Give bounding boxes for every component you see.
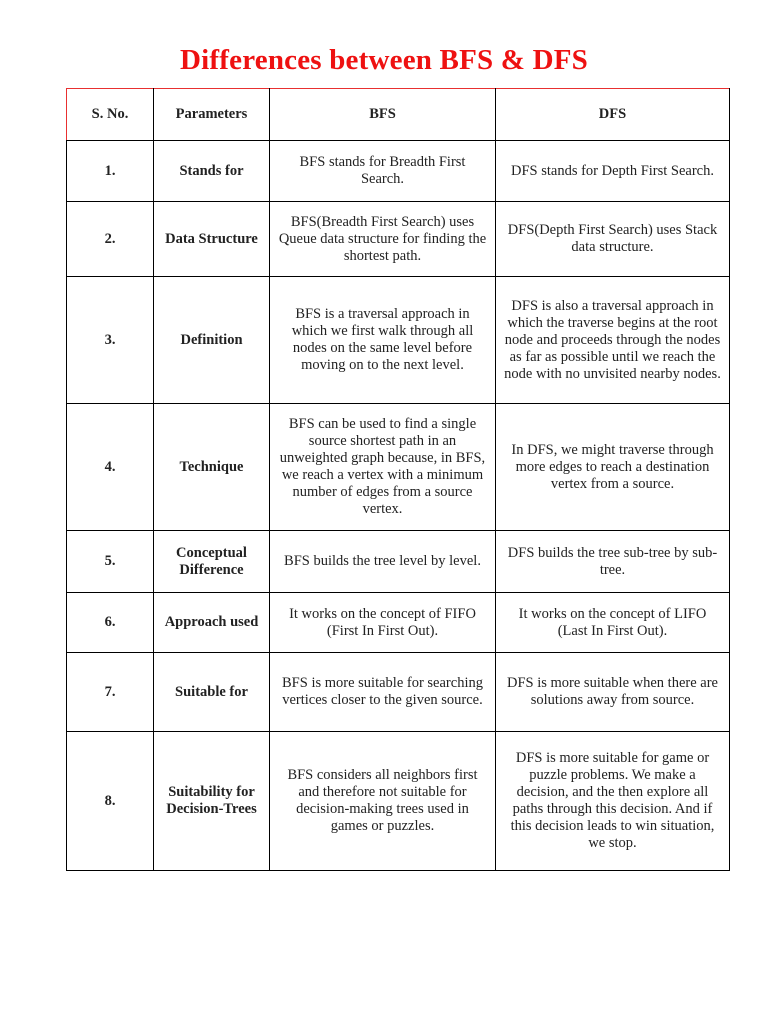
row-parameter: Stands for	[154, 141, 270, 202]
table-row	[67, 593, 730, 653]
row-dfs: It works on the concept of LIFO (Last In First Out).	[496, 593, 730, 653]
row-parameter: Data Structure	[154, 202, 270, 277]
page-title: Differences between BFS & DFS	[180, 44, 588, 76]
table-row	[67, 404, 730, 531]
row-parameter: Conceptual Difference	[154, 531, 270, 593]
row-bfs: BFS stands for Breadth First Search.	[270, 141, 496, 202]
header-dfs: DFS	[496, 89, 730, 141]
row-sno: 5.	[67, 531, 154, 593]
table-row	[67, 141, 730, 202]
comparison-table	[66, 88, 730, 871]
row-dfs: DFS is more suitable when there are solutions away from source.	[496, 653, 730, 732]
row-parameter: Technique	[154, 404, 270, 531]
row-sno: 1.	[67, 141, 154, 202]
row-sno: 2.	[67, 202, 154, 277]
header-sno: S. No.	[67, 89, 154, 141]
row-dfs: DFS builds the tree sub-tree by sub-tree.	[496, 531, 730, 593]
row-sno: 3.	[67, 277, 154, 404]
row-bfs: BFS can be used to find a single source shortest path in an unweighted graph because, in BFS, we reach a vertex with a minimum number of edges from a source vertex.	[270, 404, 496, 531]
row-sno: 7.	[67, 653, 154, 732]
row-sno: 8.	[67, 732, 154, 871]
row-dfs: In DFS, we might traverse through more edges to reach a destination vertex from a source.	[496, 404, 730, 531]
table-header-row	[67, 89, 730, 141]
table-row	[67, 653, 730, 732]
row-parameter: Approach used	[154, 593, 270, 653]
header-parameters: Parameters	[154, 89, 270, 141]
table-row	[67, 202, 730, 277]
row-bfs: BFS is a traversal approach in which we first walk through all nodes on the same level before moving on to the next level.	[270, 277, 496, 404]
table-row	[67, 531, 730, 593]
table-row	[67, 732, 730, 871]
row-bfs: BFS is more suitable for searching vertices closer to the given source.	[270, 653, 496, 732]
row-dfs: DFS is also a traversal approach in which the traverse begins at the root node and proceeds through the nodes as far as possible until we reach the node with no unvisited nearby nodes.	[496, 277, 730, 404]
row-bfs: It works on the concept of FIFO (First In First Out).	[270, 593, 496, 653]
row-bfs: BFS builds the tree level by level.	[270, 531, 496, 593]
row-parameter: Suitability for Decision-Trees	[154, 732, 270, 871]
row-dfs: DFS is more suitable for game or puzzle problems. We make a decision, and the then explore all paths through this decision. And if this decision leads to win situation, we stop.	[496, 732, 730, 871]
row-dfs: DFS(Depth First Search) uses Stack data structure.	[496, 202, 730, 277]
header-bfs: BFS	[270, 89, 496, 141]
row-bfs: BFS considers all neighbors first and therefore not suitable for decision-making trees used in games or puzzles.	[270, 732, 496, 871]
row-sno: 4.	[67, 404, 154, 531]
row-sno: 6.	[67, 593, 154, 653]
row-parameter: Suitable for	[154, 653, 270, 732]
row-bfs: BFS(Breadth First Search) uses Queue data structure for finding the shortest path.	[270, 202, 496, 277]
row-parameter: Definition	[154, 277, 270, 404]
row-dfs: DFS stands for Depth First Search.	[496, 141, 730, 202]
table-row	[67, 277, 730, 404]
